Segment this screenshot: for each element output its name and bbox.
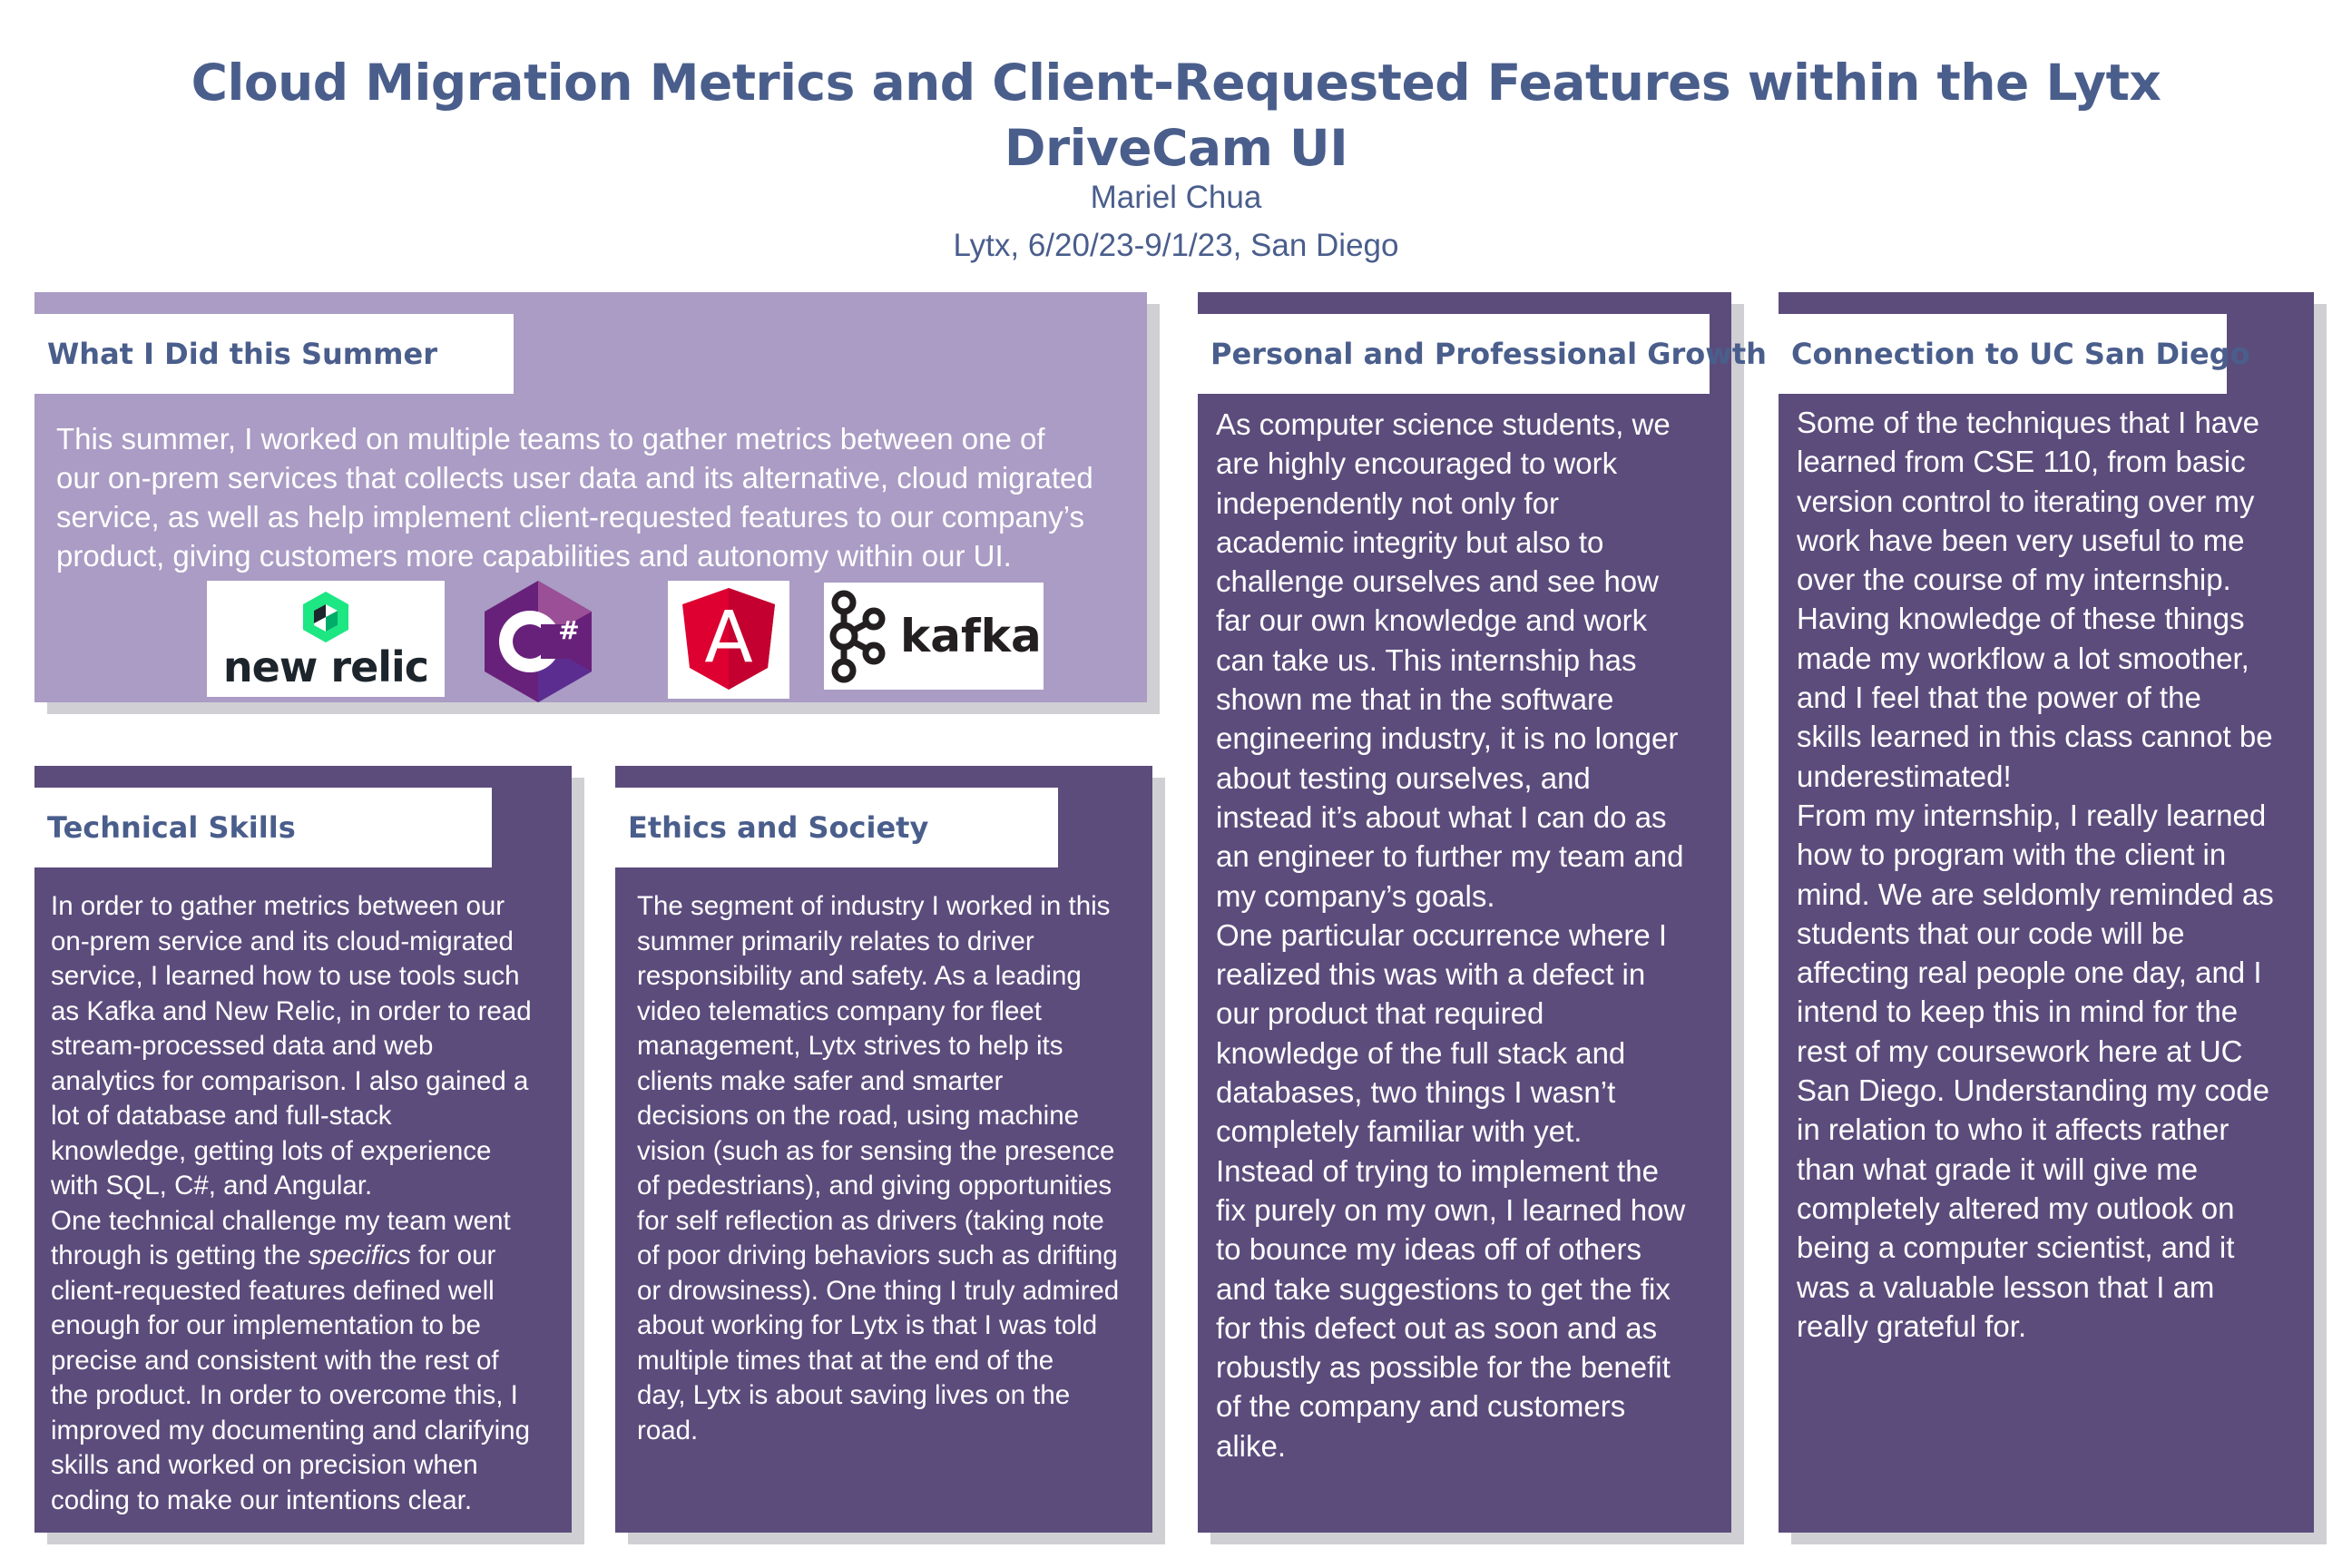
ethics-body: The segment of industry I worked in this summer primarily relates to driver responsibility and safety. As a leading video telematics company for fleet management, Lytx strives to help its clients make safer and smarter decisions on the road, using machine vision (such as for sensing the presence of pedestrians), and giving opportunities for self reflection as drivers (taking note of poor driving behaviors such as drifting or drowsiness). One thing I truly admired about working for Lytx is that I was told multiple times that at the end of the day, Lytx is about saving lives on the road.	[637, 891, 1120, 1446]
csharp-sharp-glyph: #	[558, 615, 580, 645]
ucsd-heading: Connection to UC San Diego	[1779, 314, 2227, 394]
kafka-icon	[824, 583, 887, 690]
growth-heading: Personal and Professional Growth	[1198, 314, 1710, 394]
affiliation: Lytx, 6/20/23-9/1/23, San Diego	[953, 228, 1399, 263]
summer-heading: What I Did this Summer	[34, 314, 514, 394]
technical-body	[51, 889, 572, 1518]
title-line-1: Cloud Migration Metrics and Client-Requested Features within the Lytx	[191, 54, 2161, 112]
angular-logo	[668, 581, 789, 699]
summer-body: This summer, I worked on multiple teams to gather metrics between one of our on-prem services that collects user data and its alternative, cloud migrated service, as well as help implement client-requested features to our company’s product, giving customers more capabilities and autonomy within our UI.	[56, 422, 1093, 573]
new-relic-logo	[207, 581, 445, 697]
kafka-logo	[824, 583, 1044, 690]
ucsd-body: Some of the techniques that I have learned from CSE 110, from basic version control to iterating over my work have been very useful to me over the course of my internship. Having knowledge of these things made my workflow a lot smoother, and I feel that the power of the skills learned in this class cannot be underestimated! From my internship, I really learned how to program with the client in mind. We are seldomly reminded as students that our code will be affecting real people one day, and I intend to keep this in mind for the rest of my coursework here at UC San Diego. Understanding my code in relation to who it affects rather than what grade it will give me completely altered my outlook on being a computer scientist, and it was a valuable lesson that I am really grateful for.	[1797, 406, 2274, 1343]
ethics-panel	[615, 766, 1152, 1533]
ethics-heading: Ethics and Society	[615, 788, 1058, 867]
ucsd-panel	[1779, 292, 2314, 1533]
technical-body-part2: for our client-requested features defined well enough for our implementation to be precise and consistent with the rest of the product. In order to overcome this, I improved my documenting and clarifying skills and worked on precision when coding to make our intentions clear.	[51, 1240, 530, 1515]
new-relic-wordmark: new relic	[222, 642, 429, 691]
kafka-wordmark: kafka	[900, 610, 1042, 662]
growth-body: As computer science students, we are highly encouraged to work independently not only for academic integrity but also to challenge ourselves and see how far our own knowledge and work can take us. This internship has shown me that in the software engineering industry, it is no longer about testing ourselves, and instead it’s about what I can do as an engineer to further my team and my company’s goals. One particular occurrence where I realized this was with a defect in our product that required knowledge of the full stack and databases, two things I wasn’t completely familiar with yet. Instead of trying to implement the fix purely on my own, I learned how to bounce my ideas off of others and take suggestions to get the fix for this defect out as soon and as robustly as possible for the benefit of the company and customers alike.	[1216, 407, 1686, 1463]
author-name: Mariel Chua	[1090, 180, 1262, 215]
csharp-logo	[485, 581, 592, 702]
tool-logos	[207, 581, 1060, 702]
angular-letter: A	[704, 597, 753, 679]
technical-heading: Technical Skills	[34, 788, 492, 867]
summer-panel	[34, 292, 1147, 702]
growth-panel	[1198, 292, 1767, 1533]
technical-body-part1: In order to gather metrics between our on-prem service and its cloud-migrated service, I learned how to use tools such as Kafka and New Relic, in order to read stream-processed data and web analytics for comparison. I also gained a lot of database and full-stack knowledge, getting lots of experience with SQL, C#, and Angular. One technical challenge my team went through is getting the	[51, 891, 532, 1270]
poster-title	[0, 50, 2352, 181]
title-line-2: DriveCam UI	[1004, 119, 1348, 177]
technical-body-emphasis: specifics	[308, 1240, 411, 1270]
technical-panel	[34, 766, 572, 1533]
